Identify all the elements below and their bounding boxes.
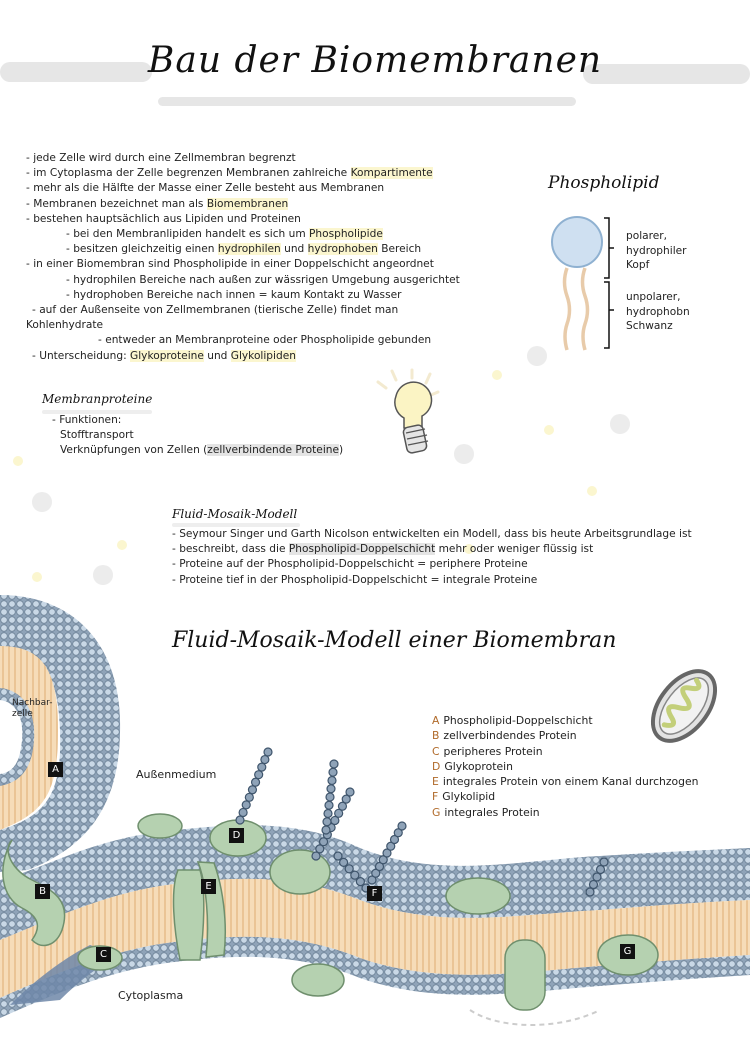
- function-text: Verknüpfungen von Zellen (: [60, 444, 208, 457]
- note-text: - im Cytoplasma der Zelle begrenzen Membranen zahlreiche: [26, 167, 351, 180]
- marker-e: E: [201, 879, 216, 894]
- sugar-bead: [322, 826, 330, 834]
- sugar-bead: [346, 788, 354, 796]
- legend-key: D: [432, 759, 441, 773]
- outside-medium-label: Außenmedium: [136, 768, 217, 781]
- legend-text: Glykoprotein: [444, 759, 513, 773]
- fluid-mosaik-notes: [172, 527, 692, 588]
- sugar-bead: [261, 756, 269, 764]
- note-line: [172, 557, 692, 572]
- note-line: [26, 166, 526, 181]
- marker-b: B: [35, 884, 50, 899]
- legend-text: Glykolipid: [442, 790, 496, 804]
- tail-label-line: hydrophobn: [626, 305, 690, 318]
- note-text: mehr oder weniger flüssig ist: [435, 543, 594, 556]
- sugar-bead: [236, 816, 244, 824]
- note-text: - Proteine tief in der Phospholipid-Doppelschicht = integrale Proteine: [172, 573, 538, 586]
- legend-key: B: [432, 729, 440, 743]
- dashed-cell-edges: [470, 1010, 600, 1025]
- legend-key: G: [432, 805, 441, 819]
- sugar-bead: [252, 778, 260, 786]
- note-text: - jede Zelle wird durch eine Zellmembran begrenzt: [26, 152, 296, 164]
- marker-d: D: [229, 828, 244, 843]
- main-membrane: [0, 825, 750, 1018]
- note-line: [26, 288, 526, 303]
- sugar-bead: [593, 873, 601, 881]
- marker-c: C: [96, 947, 111, 962]
- highlighted-term: Phospholipid-Doppelschicht: [288, 543, 436, 556]
- sugar-bead: [329, 768, 337, 776]
- note-text: und: [280, 243, 308, 256]
- note-line: [26, 212, 526, 227]
- sugar-bead: [245, 793, 253, 801]
- note-text: - Proteine auf der Phospholipid-Doppelschicht = periphere Proteine: [172, 558, 528, 571]
- marker-g: G: [620, 944, 635, 959]
- highlighted-term: Glykolipiden: [230, 349, 296, 362]
- note-text: - Unterscheidung:: [32, 349, 131, 362]
- note-line: [26, 197, 526, 212]
- highlighted-term: Biomembranen: [206, 197, 289, 210]
- note-text: - mehr als die Hälfte der Masse einer Zelle besteht aus Membranen: [26, 182, 385, 195]
- sugar-bead: [326, 793, 334, 801]
- fluid-mosaik-heading: Fluid-Mosaik-Modell: [172, 507, 298, 521]
- lightbulb-icon: [372, 368, 442, 464]
- highlighted-term: Phospholipide: [309, 228, 383, 241]
- function-heading: - Funktionen:: [52, 414, 122, 426]
- sugar-bead: [590, 881, 598, 889]
- legend-text: Phospholipid-Doppelschicht: [443, 714, 593, 727]
- function-item: [52, 443, 343, 458]
- membranproteine-heading: Membranproteine: [42, 392, 153, 406]
- sugar-bead: [248, 786, 256, 794]
- title-underline: [158, 97, 576, 106]
- neighbor-cell-membrane: [0, 595, 120, 872]
- note-text: - beschreibt, dass die: [172, 543, 289, 556]
- note-line: [26, 151, 526, 166]
- note-line: [26, 273, 526, 288]
- phospholipid-head: [552, 217, 602, 267]
- page-title: Bau der Biomembranen: [147, 40, 603, 81]
- highlight-text: zellverbindende Proteine: [207, 444, 340, 457]
- head-label-line: Kopf: [626, 259, 650, 271]
- cytoplasm-label: Cytoplasma: [118, 989, 184, 1002]
- head-label: [626, 229, 687, 273]
- legend-text: integrales Protein von einem Kanal durchzogen: [442, 775, 699, 789]
- note-text: - hydrophoben Bereiche nach innen = kaum Kontakt zu Wasser: [66, 288, 402, 301]
- sugar-bead: [324, 810, 332, 818]
- note-line: [26, 227, 526, 242]
- legend-key: C: [432, 744, 440, 758]
- phospholipid-heading: Phospholipid: [548, 173, 660, 193]
- legend-text: zellverbindendes Protein: [443, 729, 577, 743]
- highlighted-term: hydrophoben: [307, 243, 378, 256]
- note-line: [172, 542, 692, 557]
- note-line: [26, 242, 526, 257]
- note-text: - Seymour Singer und Garth Nicolson entwickelten ein Modell, dass bis heute Arbeitsgrundlage ist: [172, 528, 692, 540]
- sugar-bead: [586, 888, 594, 896]
- legend-text: integrales Protein: [444, 805, 540, 819]
- note-text: - hydrophilen Bereiche nach außen zur wässrigen Umgebung ausgerichtet: [66, 273, 460, 286]
- note-text: - bestehen hauptsächlich aus Lipiden und Proteinen: [26, 212, 301, 225]
- sugar-bead: [600, 858, 608, 866]
- sugar-bead: [325, 801, 333, 809]
- highlighted-term: Glykoproteine: [130, 349, 204, 362]
- highlighted-term: hydrophilen: [217, 243, 281, 256]
- neighbor-cell-label: Nachbar- zelle: [12, 698, 53, 719]
- sugar-bead: [327, 785, 335, 793]
- sugar-bead: [258, 763, 266, 771]
- head-bracket: [604, 218, 614, 278]
- function-close: ): [339, 444, 344, 457]
- function-item: Stofftransport: [60, 429, 134, 442]
- note-text: - in einer Biomembran sind Phospholipide in einer Doppelschicht angeordnet: [26, 258, 434, 271]
- head-label-line: hydrophiler: [626, 244, 687, 257]
- sugar-bead: [330, 760, 338, 768]
- note-text: - bei den Membranlipiden handelt es sich um: [66, 228, 310, 241]
- sugar-bead: [255, 771, 263, 779]
- head-label-line: polarer,: [626, 230, 668, 242]
- tail-label-line: unpolarer,: [626, 291, 681, 303]
- tail-label-line: Schwanz: [626, 320, 673, 332]
- diagram-title: Fluid-Mosaik-Modell einer Biomembran: [172, 628, 617, 653]
- note-text: Bereich: [377, 243, 422, 256]
- sugar-bead: [239, 808, 247, 816]
- note-text: - besitzen gleichzeitig einen: [66, 243, 218, 256]
- tail-label: [626, 290, 690, 334]
- note-line: [172, 527, 692, 542]
- legend-key: F: [432, 790, 439, 804]
- note-text: - entweder an Membranproteine oder Phospholipide gebunden: [98, 334, 432, 347]
- sugar-bead: [264, 748, 272, 756]
- highlighted-term: Kompartimente: [350, 167, 433, 180]
- sugar-bead: [328, 777, 336, 785]
- note-text: Kohlenhydrate: [26, 319, 104, 332]
- marker-a: A: [48, 762, 63, 777]
- note-text: und: [203, 349, 231, 362]
- note-text: - Membranen bezeichnet man als: [26, 197, 207, 210]
- sugar-bead: [334, 852, 342, 860]
- legend-key: E: [432, 775, 439, 789]
- legend-key: A: [432, 714, 440, 727]
- marker-f: F: [367, 886, 382, 901]
- sugar-bead: [323, 818, 331, 826]
- note-line: [26, 257, 526, 272]
- membranproteine-notes: [52, 413, 343, 459]
- note-text: - auf der Außenseite von Zellmembranen (tierische Zelle) findet man: [32, 304, 399, 317]
- sugar-bead: [597, 866, 605, 874]
- membrane-diagram: [0, 590, 750, 1061]
- note-line: [26, 303, 526, 318]
- legend-text: peripheres Protein: [443, 744, 543, 758]
- sugar-bead: [242, 801, 250, 809]
- note-line: [26, 181, 526, 196]
- sugar-bead: [398, 822, 406, 830]
- note-line: [172, 573, 692, 588]
